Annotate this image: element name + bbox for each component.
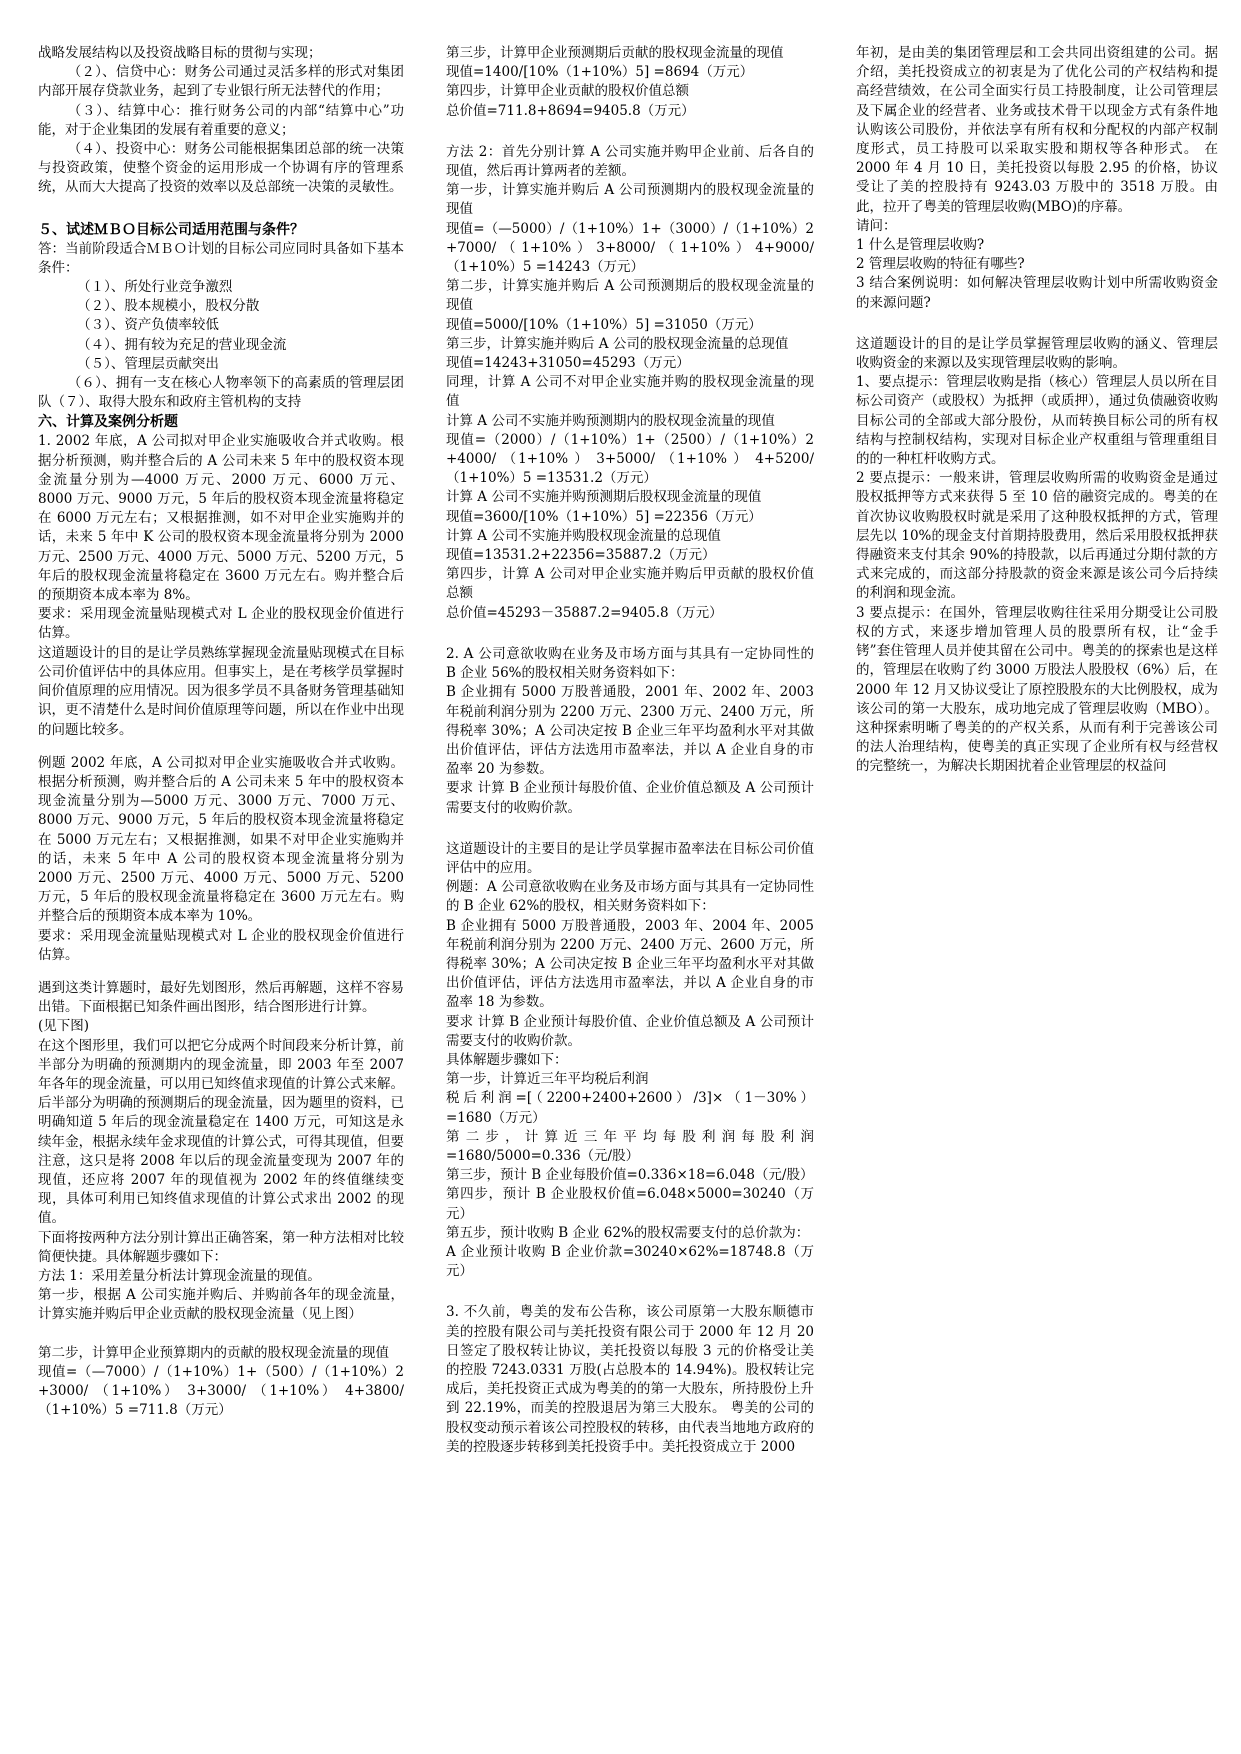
step-text: 第二步，计算甲企业预算期内的贡献的股权现金流量的现值 — [38, 1344, 389, 1361]
requirement-text: 要求：采用现金流量贴现模式对 L 企业的股权现金价值进行估算。 — [38, 927, 404, 963]
formula-text: 现值=14243+31050=45293（万元） — [446, 355, 690, 372]
list-item: （２）、股本规模小，股权分散 — [77, 298, 260, 315]
formula-text: 现值=（—5000）/（1+10%）1+（3000）/（1+10%）2 +7000/（1+10%）3+8000/（1+10%）4+9000/（1+10%）5 =14243（万元） — [446, 220, 814, 276]
blank-line — [38, 1325, 404, 1344]
example-text: 例题：A 公司意欲收购在业务及市场方面与其具有一定协同性的 B 企业 62%的股权，相关财务资料如下： — [446, 879, 814, 915]
note-text: 遇到这类计算题时，最好先划图形，然后再解题，这样不容易出错。下面根据已知条件画出图形，结合图形进行计算。 — [38, 979, 404, 1016]
question-item: 2 管理层收购的特征有哪些? — [856, 256, 1025, 273]
step-text: 第二步，计算近三年平均每股利润每股利润=1680/5000=0.336（元/股） — [446, 1128, 814, 1164]
answer-text: 3 要点提示：在国外，管理层收购往往采用分期受让公司股权的方式，来逐步增加管理人员的股票所有权，让“金手铐”套住管理人员并使其留在公司中。粤美的的探索也是这样的，管理层在收购了约 3000 万股法人股股权（6%）后，在 2000 年 12 月又协议受让了原控股股东的大比例股权，成为该公司的第一大股东，成功地完成了管理层收购（MBO）。这种探索明晰了粤美的的产权关系，从而有利于完善该公司的法人治理结构，使粤美的真正实现了企业所有权与经营权的完整统一，为解决长期困扰着企业管理层的权益问 — [856, 604, 1218, 775]
note-text: 这道题设计的目的是让学员熟练掌握现金流量贴现模式在目标公司价值评估中的具体应用。但事实上，是在考核学员掌握时间价值原理的应用情况。因为很多学员不具备财务管理基础知识，更不清楚什么是时间价值原理等问题，所以在作业中出现的问题比较多。 — [38, 644, 404, 738]
formula-text: 总价值=45293－35887.2=9405.8（万元） — [446, 604, 723, 621]
answer-text: 1、要点提示：管理层收购是指（核心）管理层人员以所在目标公司资产（或股权）为抵押（或质押），通过负债融资收购目标公司的全部或大部分股份，从而转换目标公司的所有权结构与控制权结构，实现对目标企业产权重组与管理重组目的的一种杠杆收购方式。 — [856, 374, 1218, 468]
example-text: 例题 2002 年底，A 公司拟对甲企业实施吸收合并式收购。根据分析预测，购并整合后的 A 公司未来 5 年中的股权资本现金流量分别为—5000 万元、3000 万元、7000 万元、8000 万元、9000 万元，5 年后的股权资本现金流量将稳定在 5000 万元左右；又根据推测，如果不对甲企业实施购并的话，未来 5 年中 A 公司的股权资本现金流量将分别为 2000 万元、2500 万元、4000 万元、5000 万元、5200 万元，5 年后的股权现金流量将稳定在 3600 万元左右。购并整合后的预期资本成本率为 10%。 — [38, 754, 404, 925]
case-text: 3. 不久前，粤美的发布公告称，该公司原第一大股东顺德市美的控股有限公司与美托投资有限公司于 2000 年 12 月 20 日签定了股权转让协议，美托投资以每股 3 元的价格受让美的控股 7243.0331 万股(占总股本的 14.94%)。股权转让完成后，美托投资正式成为粤美的的第一大股东，所持股份上升到 22.19%，而美的控股退居为第三大股东。 粤美的公司的股权变动预示着该公司控股权的转移，由代表当地地方政府的美的控股逐步转移到美托投资手中。美托投资成立于 2000 — [446, 1304, 814, 1455]
column-left — [38, 44, 404, 1420]
formula-text: 现值=（—7000）/（1+10%）1+（500）/（1+10%）2 +3000/ （1+10%） 3+3000/ （1+10%） 4+3800/（1+10%）5 =711.8（万元） — [38, 1363, 404, 1419]
requirement-text: 要求 计算 B 企业预计每股价值、企业价值总额及 A 公司预计需要支付的收购价款。 — [446, 780, 814, 816]
step-text: 第一步，计算近三年平均税后利润 — [446, 1071, 649, 1088]
list-item: （６）、拥有一支在核心人物率领下的高素质的管理层团队（７）、取得大股东和政府主管机构的支持 — [38, 375, 404, 411]
answer-text: 答：当前阶段适合ＭＢＯ计划的目标公司应同时具备如下基本条件： — [38, 240, 404, 276]
case-text: 2. A 公司意欲收购在业务及市场方面与其具有一定协同性的 B 企业 56%的股权相关财务资料如下： — [446, 645, 814, 682]
formula-text: 税后利润=[（2200+2400+2600）/3]×（1－30%）=1680（万元） — [446, 1090, 814, 1126]
note-text: 在这个图形里，我们可以把它分成两个时间段来分析计算，前半部分为明确的预测期内的现金流量，即 2003 年至 2007 年各年的现金流量，可以用已知终值求现值的计算公式来解。后半部分为明确的预测期后的现金流量，因为题里的资料，已明确知道 5 年后的现金流量稳定在 1400 万元，可知这是永续年金，根据永续年金求现值的计算公式，可得其现值，但要注意，这只是将 2008 年以后的现金流量变现为 2007 年的现值，还应将 2007 年的现值视为 2002 年的终值继续变现，具体可利用已知终值求现值的计算公式求出 2002 的现值。 — [38, 1037, 404, 1227]
step-text: 第一步，根据 A 公司实施并购后、并购前各年的现金流量，计算实施并购后甲企业贡献的股权现金流量（见上图） — [38, 1287, 404, 1323]
list-item: （４）、拥有较为充足的营业现金流 — [77, 336, 287, 353]
step-text: 第三步，预计 B 企业每股价值=0.336×18=6.048（元/股） — [446, 1167, 814, 1184]
formula-text: 现值=3600/[10%（1+10%）5] =22356（万元） — [446, 508, 762, 525]
formula-text: 现值=（2000）/（1+10%）1+（2500）/（1+10%）2 +4000/ （1+10% ） 3+5000/ （1+10% ） 4+5200/（1+10%）5 =13531.2（万元） — [446, 431, 814, 487]
list-item: （５）、管理层贡献突出 — [77, 355, 219, 372]
paragraph: （４）、投资中心：财务公司能根据集团总部的统一决策与投资政策，使整个资金的运用形成一个协调有序的管理系统，从而大大提高了投资的效率以及总部统一决策的灵敏性。 — [38, 141, 404, 196]
step-text: 计算 A 公司不实施并购股权现金流量的总现值 — [446, 527, 721, 544]
formula-text: 现值=1400/[10%（1+10%）5] =8694（万元） — [446, 64, 754, 81]
note-text: 这道题设计的主要目的是让学员掌握市盈率法在目标公司价值评估中的应用。 — [446, 840, 814, 876]
step-text: 同理，计算 A 公司不对甲企业实施并购的股权现金流量的现值 — [446, 374, 814, 410]
step-text: 第三步，计算实施并购后 A 公司的股权现金流量的总现值 — [446, 335, 789, 352]
step-text: 计算 A 公司不实施并购预测期内的股权现金流量的现值 — [446, 412, 775, 429]
figure-reference: (见下图) — [38, 1018, 90, 1035]
step-text: 第五步，预计收购 B 企业 62%的股权需要支付的总价款为： — [446, 1224, 810, 1241]
step-text: 第四步，计算 A 公司对甲企业实施并购后甲贡献的股权价值总额 — [446, 566, 814, 602]
step-text: 第四步，预计 B 企业股权价值=6.048×5000=30240（万元） — [446, 1186, 814, 1222]
question-item: 1 什么是管理层收购? — [856, 237, 985, 254]
method-heading: 方法 2：首先分别计算 A 公司实施并购甲企业前、后各自的现值，然后再计算两者的差额。 — [446, 143, 814, 180]
note-text: 这道题设计的目的是让学员掌握管理层收购的涵义、管理层收购资金的来源以及实现管理层收购的影响。 — [856, 335, 1218, 372]
case-data: B 企业拥有 5000 万股普通股，2003 年、2004 年、2005 年税前利润分别为 2200 万元、2400 万元、2600 万元，所得税率 30%；A 公司决定按 B 企业三年平均盈利水平对其做出价值评估，评估方法选用市盈率法，并以 A 企业自身的市盈率 18 为参数。 — [446, 917, 814, 1011]
formula-text: A 企业预计收购 B 企业价款=30240×62%=18748.8（万元） — [446, 1243, 814, 1280]
section-heading: 六、计算及案例分析题 — [38, 414, 178, 431]
paragraph: 战略发展结构以及投资战略目标的贯彻与实现； — [38, 45, 322, 61]
formula-text: 现值=5000/[10%（1+10%）5] =31050（万元） — [446, 316, 762, 333]
case-text: 1. 2002 年底，A 公司拟对甲企业实施吸收合并式收购。根据分析预测，购并整合后的 A 公司未来 5 年中的股权资本现金流量分别为—4000 万元、2000 万元、6000 万元、8000 万元、9000 万元，5 年后的股权资本现金流量将稳定在 6000 万元左右；又根据推测，如不对甲企业实施购并的话，未来 5 年中 K 公司的股权资本现金流量将分别为 2000 万元、2500 万元、4000 万元、5000 万元、5200 万元，5 年后的股权现金流量将稳定在 3600 万元左右。购并整合后的预期资本成本率为 8%。 — [38, 433, 404, 604]
question-label: 请问： — [856, 217, 897, 234]
step-text: 具体解题步骤如下： — [446, 1051, 568, 1068]
requirement-text: 要求：采用现金流量贴现模式对 L 企业的股权现金价值进行估算。 — [38, 606, 404, 642]
question-heading: ５、试述ＭＢＯ目标公司适用范围与条件？ — [38, 221, 304, 238]
method-heading: 方法 1：采用差量分析法计算现金流量的现值。 — [38, 1267, 321, 1284]
formula-text: 现值=13531.2+22356=35887.2（万元） — [446, 547, 716, 564]
column-right — [856, 44, 1218, 777]
step-text: 第四步，计算甲企业贡献的股权价值总额 — [446, 83, 689, 100]
step-text: 第一步，计算实施并购后 A 公司预测期内的股权现金流量的现值 — [446, 182, 814, 218]
question-item: 3 结合案例说明：如何解决管理层收购计划中所需收购资金的来源问题? — [856, 275, 1218, 311]
answer-text: 2 要点提示：一般来讲，管理层收购所需的收购资金是通过股权抵押等方式来获得 5 至 10 倍的融资完成的。粤美的在首次协议收购股权时就是采用了这种股权抵押的方式，管理层先以 10%的现金支付首期持股费用，然后采用股权抵押获得融资来支付其余 90%的持股款，以后再通过分期付款的方式来完成的，而这部分持股款的资金来源是该公司今后持续的利润和现金流。 — [856, 470, 1218, 602]
list-item: （３）、资产负债率较低 — [77, 317, 219, 334]
column-middle — [446, 44, 814, 1457]
list-item: （１）、所处行业竞争激烈 — [77, 279, 233, 296]
case-data: B 企业拥有 5000 万股普通股，2001 年、2002 年、2003 年税前利润分别为 2200 万元、2300 万元、2400 万元，所得税率 30%；A 公司决定按 B 企业三年平均盈利水平对其做出价值评估，评估方法选用市盈率法，并以 A 企业自身的市盈率 20 为参数。 — [446, 684, 814, 778]
step-text: 第三步，计算甲企业预测期后贡献的股权现金流量的现值 — [446, 45, 784, 61]
note-text: 下面将按两种方法分别计算出正确答案，第一种方法相对比较简便快捷。具体解题步骤如下： — [38, 1229, 404, 1265]
paragraph: （２）、信贷中心：财务公司通过灵活多样的形式对集团内部开展存贷款业务，起到了专业银行所无法替代的作用； — [38, 64, 404, 100]
step-text: 第二步，计算实施并购后 A 公司预测期后的股权现金流量的现值 — [446, 278, 814, 314]
requirement-text: 要求 计算 B 企业预计每股价值、企业价值总额及 A 公司预计需要支付的收购价款。 — [446, 1013, 814, 1049]
case-text: 年初，是由美的集团管理层和工会共同出资组建的公司。据介绍，美托投资成立的初衷是为了优化公司的产权结构和提高经营绩效，在公司全面实行员工持股制度，让公司管理层及下属企业的经营者、业务或技术骨干以现金方式有条件地认购该公司股份，并依法享有所有权和分配权的内部产权制度形式，员工持股可以采取实股和期权等各种形式。 在 2000 年 4 月 10 日，美托投资以每股 2.95 的价格，协议受让了美的控股持有 9243.03 万股中的 3518 万股。由此，拉开了粤美的管理层收购(MBO)的序幕。 — [856, 45, 1218, 215]
step-text: 计算 A 公司不实施并购预测期后股权现金流量的现值 — [446, 489, 762, 506]
paragraph: （３）、结算中心：推行财务公司的内部“结算中心”功能，对于企业集团的发展有着重要的意义； — [38, 102, 404, 138]
formula-text: 总价值=711.8+8694=9405.8（万元） — [446, 102, 695, 119]
